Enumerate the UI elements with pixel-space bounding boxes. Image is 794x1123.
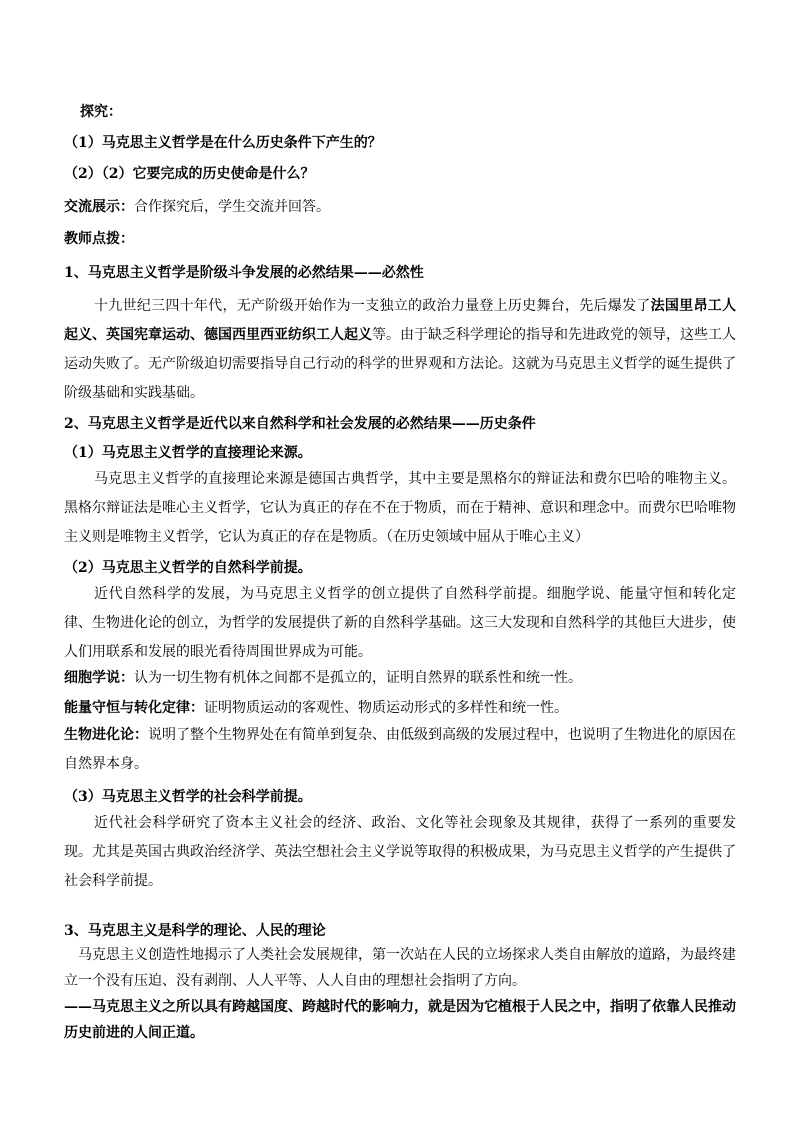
explore-question-1: （1）马克思主义哲学是在什么历史条件下产生的？ <box>64 135 382 151</box>
section-2-paragraph-2 <box>64 580 736 667</box>
exchange-line <box>64 197 330 217</box>
section-2-paragraph-3 <box>64 809 736 896</box>
section-2-sub-3: （3）马克思主义哲学的社会科学前提。 <box>64 789 312 805</box>
section-2-paragraph-1-text: 马克思主义哲学的直接理论来源是德国古典哲学，其中主要是黑格尔的辩证法和费尔巴哈的唯物主义。黑格尔辩证法是唯心主义哲学，它认为真正的存在不在于物质，而在于精神、意识和理念中。而费尔巴哈唯物主义则是唯物主义哲学，它认为真正的存在是物质。（在历史领域中屈从于唯心主义） <box>64 471 736 545</box>
energy-law-label: 能量守恒与转化定律： <box>64 700 204 716</box>
cell-theory-line <box>64 668 582 688</box>
section-1-text-bold: 法国里昂工人起义、英国宪章运动、德国西里西亚纺织工人起义 <box>64 298 737 343</box>
evolution-text: 说明了整个生物界处在有简单到复杂、由低级到高级的发展过程中，也说明了生物进化的原因在自然界本身。 <box>64 727 736 772</box>
section-3-paragraph-1-text: 马克思主义创造性地揭示了人类社会发展规律，第一次站在人民的立场探求人类自由解放的道路，为最终建立一个没有压迫、没有剥削、人人平等、人人自由的理想社会指明了方向。 <box>64 947 736 989</box>
exchange-text: 合作探究后，学生交流并回答。 <box>134 199 330 215</box>
section-1-heading: 1、马克思主义哲学是阶级斗争发展的必然结果——必然性 <box>64 265 424 281</box>
evolution-paragraph <box>64 721 736 779</box>
explore-title: 探究： <box>80 104 122 120</box>
cell-theory-text: 认为一切生物有机体之间都不是孤立的，证明自然界的联系性和统一性。 <box>134 670 582 686</box>
cell-theory-label: 细胞学说： <box>64 670 134 686</box>
section-1-text-a: 十九世纪三四十年代，无产阶级开始作为一支独立的政治力量登上历史舞台，先后爆发了 <box>94 298 651 314</box>
section-2-sub-2: （2）马克思主义哲学的自然科学前提。 <box>64 560 312 576</box>
section-2-paragraph-3-text: 近代社会科学研究了资本主义社会的经济、政治、文化等社会现象及其规律，获得了一系列的重要发现。尤其是英国古典政治经济学、英法空想社会主义学说等取得的积极成果，为马克思主义哲学的产生提供了社会科学前提。 <box>64 815 736 889</box>
section-1-text-c: 等。由于缺乏科学理论的指导和先进政党的领导，这些工人运动失败了。无产阶级迫切需要指导自己行动的科学的世界观和方法论。这就为马克思主义哲学的诞生提供了阶级基础和实践基础。 <box>64 327 736 401</box>
explore-question-2: （2）（2）它要完成的历史使命是什么？ <box>64 166 315 182</box>
section-3-paragraph-2: ——马克思主义之所以具有跨越国度、跨越时代的影响力，就是因为它植根于人民之中，指明了依靠人民推动历史前进的人间正道。 <box>64 999 736 1041</box>
section-3-paragraph-1 <box>64 942 736 994</box>
section-2-sub-1: （1）马克思主义哲学的直接理论来源。 <box>64 445 312 461</box>
energy-law-line <box>64 698 568 718</box>
exchange-label: 交流展示： <box>64 199 134 215</box>
section-2-paragraph-1 <box>64 465 736 552</box>
section-2-heading: 2、马克思主义哲学是近代以来自然科学和社会发展的必然结果——历史条件 <box>64 416 536 432</box>
section-2-paragraph-2-text: 近代自然科学的发展，为马克思主义哲学的创立提供了自然科学前提。细胞学说、能量守恒和转化定律、生物进化论的创立，为哲学的发展提供了新的自然科学基础。这三大发现和自然科学的其他巨大进步，使人们用联系和发展的眼光看待周围世界成为可能。 <box>64 586 736 660</box>
evolution-label: 生物进化论： <box>64 727 148 743</box>
teacher-label: 教师点拨： <box>64 231 134 247</box>
energy-law-text: 证明物质运动的客观性、物质运动形式的多样性和统一性。 <box>204 700 568 716</box>
section-3-heading: 3、马克思主义是科学的理论、人民的理论 <box>64 923 326 939</box>
section-1-paragraph <box>64 292 736 408</box>
